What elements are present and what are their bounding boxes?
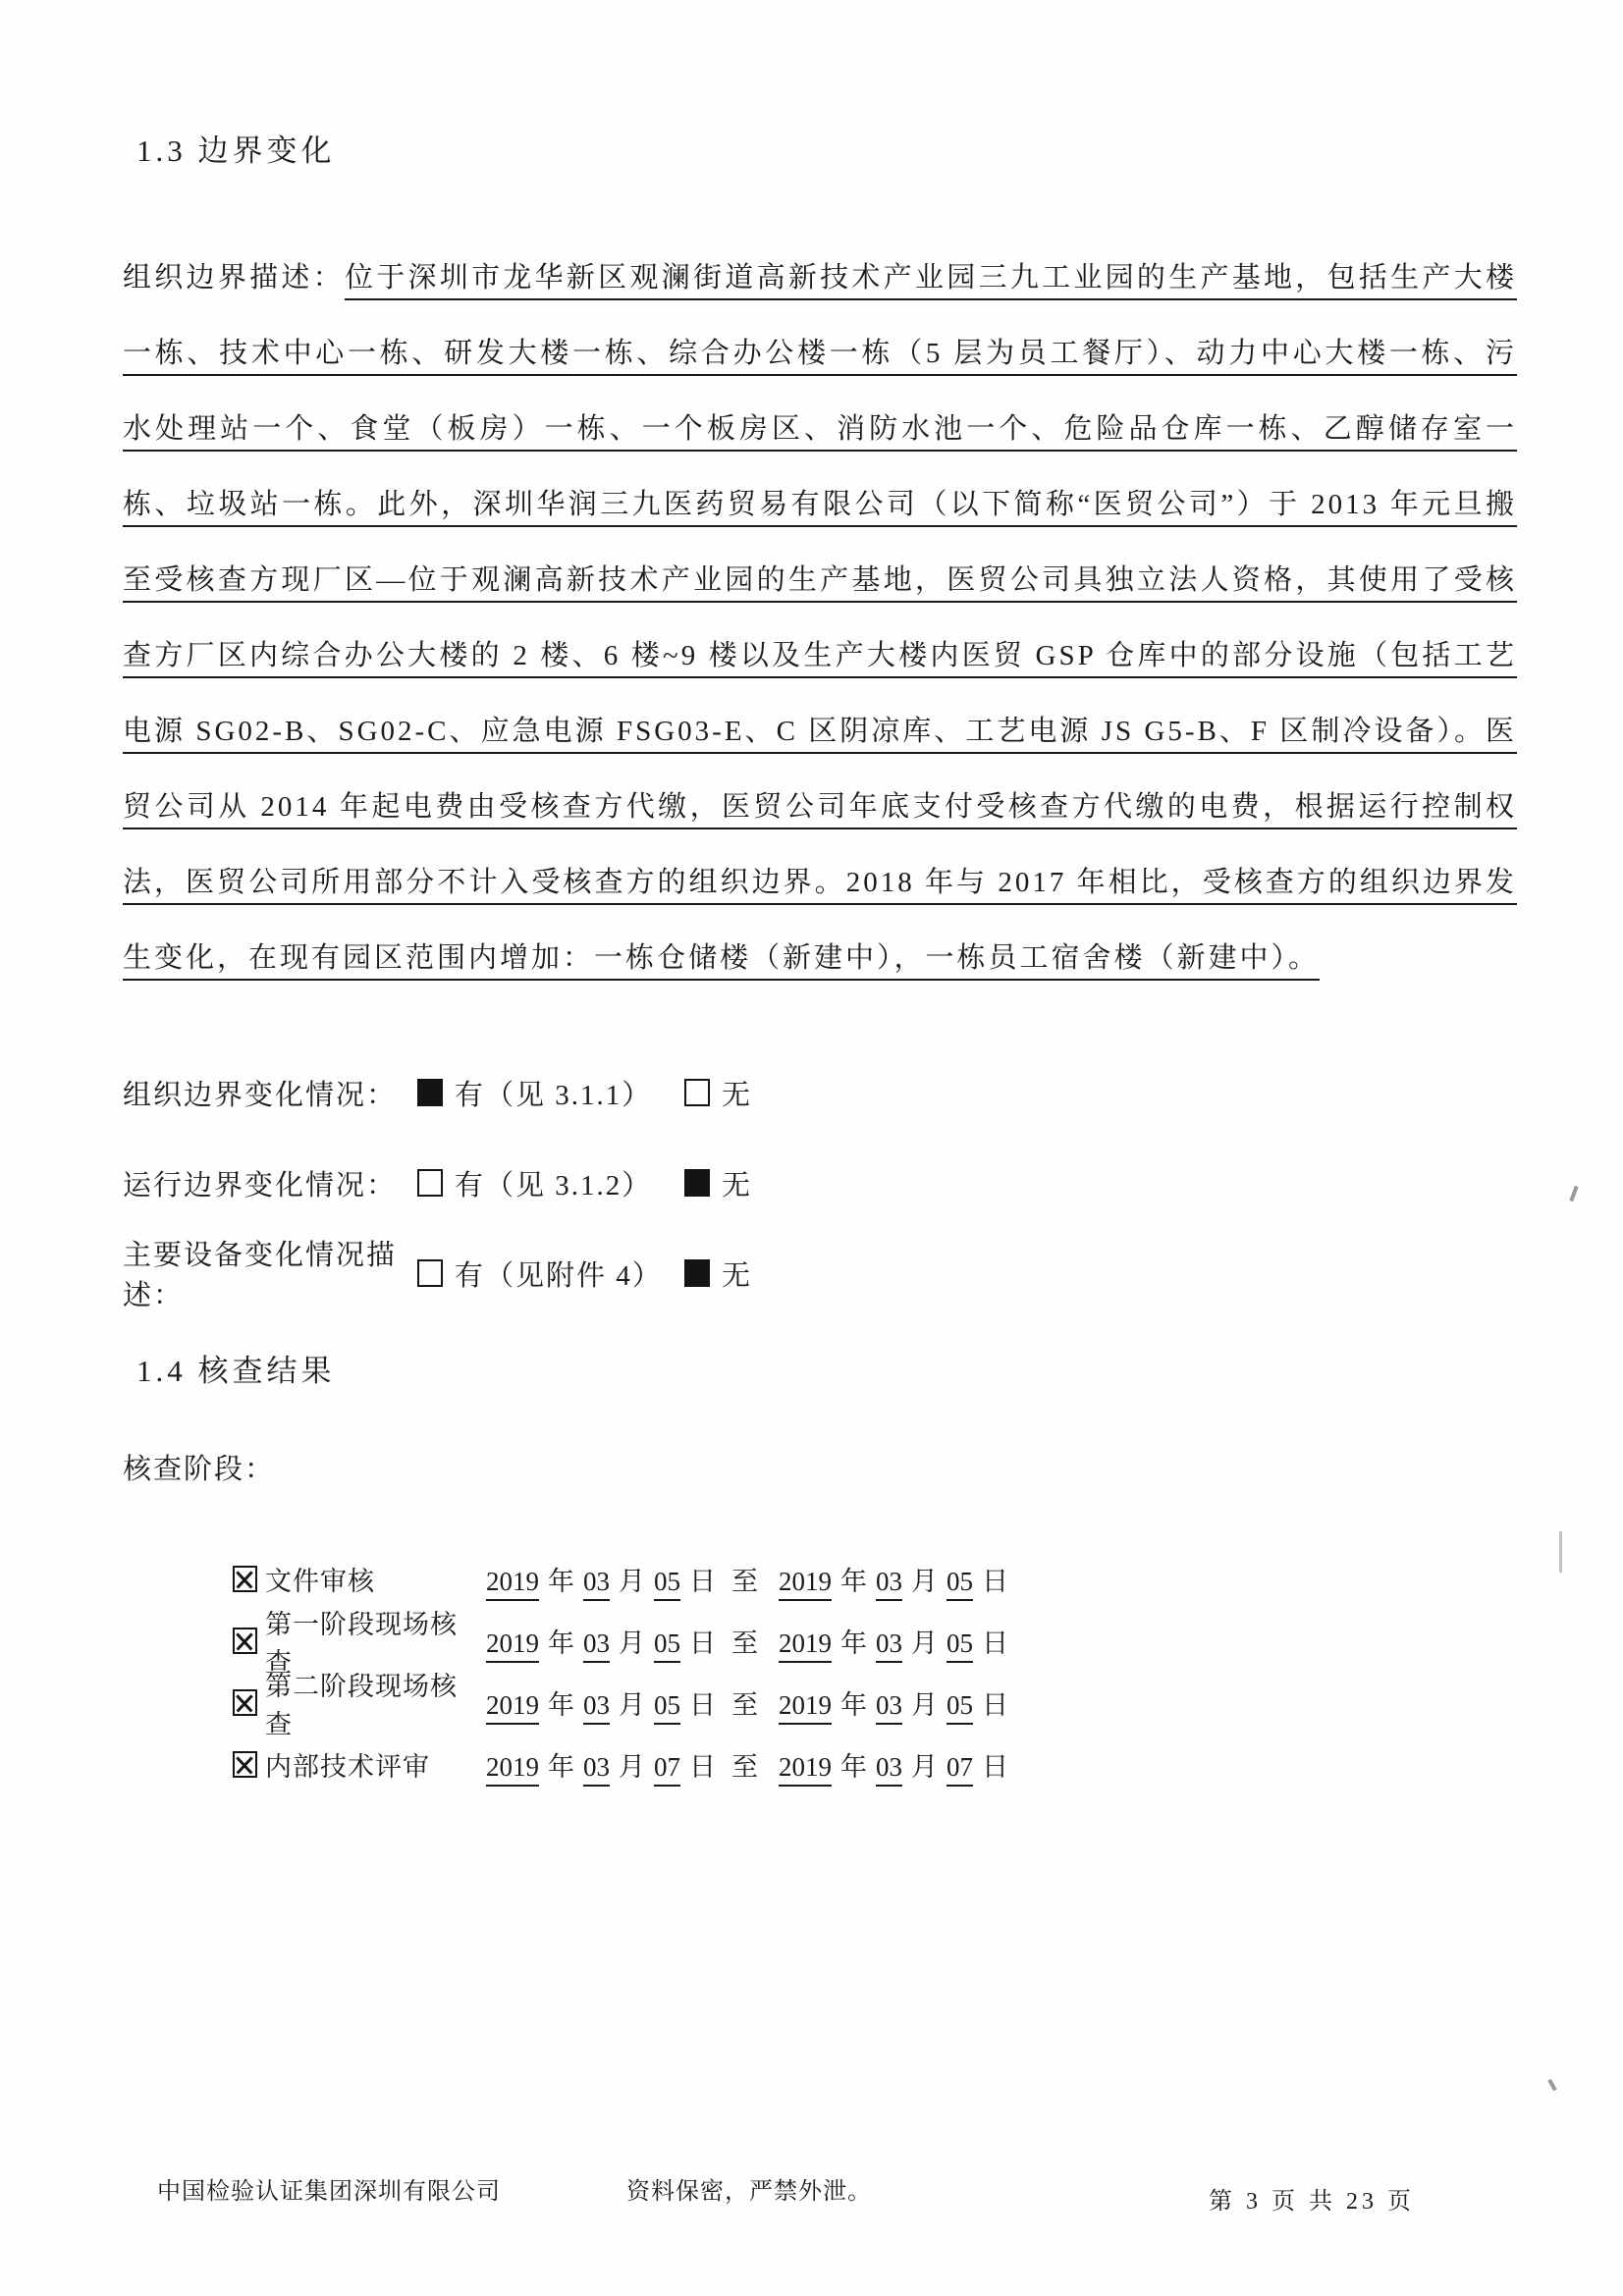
year-unit: 年 xyxy=(840,1567,867,1596)
start-month-value: 03 xyxy=(583,1752,610,1782)
change-row-main-equipment xyxy=(123,1228,1517,1318)
stage-name: 第二阶段现场核查 xyxy=(265,1671,458,1739)
stage-date-range xyxy=(479,1683,1010,1722)
month-unit: 月 xyxy=(619,1629,645,1658)
end-month-value: 03 xyxy=(876,1690,902,1720)
end-day-value: 05 xyxy=(947,1690,973,1720)
yes-option-label: 有（见 3.1.2） xyxy=(455,1169,653,1201)
day-unit: 日 xyxy=(982,1690,1008,1720)
month-unit: 月 xyxy=(619,1752,645,1782)
change-row-label: 运行边界变化情况： xyxy=(123,1169,398,1201)
stage-date-range xyxy=(479,1622,1010,1660)
change-row-yes-option xyxy=(417,1163,684,1203)
no-option-label: 无 xyxy=(722,1169,753,1201)
year-unit: 年 xyxy=(840,1752,867,1782)
page-footer xyxy=(0,2171,1623,2215)
date-separator: 至 xyxy=(731,1690,758,1720)
stage-name: 第一阶段现场核查 xyxy=(265,1609,458,1678)
end-day-value: 07 xyxy=(947,1752,973,1782)
day-unit: 日 xyxy=(982,1752,1008,1782)
year-unit: 年 xyxy=(548,1567,574,1596)
checked-checkbox-icon[interactable] xyxy=(233,1566,257,1592)
month-unit: 月 xyxy=(911,1629,938,1658)
start-year-value: 2019 xyxy=(486,1567,539,1596)
date-separator: 至 xyxy=(731,1567,758,1596)
year-unit: 年 xyxy=(548,1752,574,1782)
stage-name: 内部技术评审 xyxy=(265,1752,430,1782)
month-unit: 月 xyxy=(911,1567,938,1596)
yes-checkbox-icon[interactable] xyxy=(417,1259,443,1287)
stage-row-internal-technical-review xyxy=(233,1734,1517,1795)
section-heading-1-4: 1.4 核查结果 xyxy=(136,1354,336,1388)
checked-checkbox-icon[interactable] xyxy=(233,1689,257,1716)
change-row-label: 主要设备变化情况描述： xyxy=(123,1240,398,1311)
change-row-organization-boundary xyxy=(123,1047,1517,1138)
end-year-value: 2019 xyxy=(779,1690,832,1720)
year-unit: 年 xyxy=(548,1629,574,1658)
scan-artifact xyxy=(1559,1531,1562,1573)
start-year-value: 2019 xyxy=(486,1752,539,1782)
start-day-value: 05 xyxy=(654,1690,680,1720)
footer-confidentiality-notice: 资料保密，严禁外泄。 xyxy=(626,2179,872,2205)
end-month-value: 03 xyxy=(876,1567,902,1596)
day-unit: 日 xyxy=(982,1629,1008,1658)
footer-page-number: 第 3 页 共 23 页 xyxy=(1209,2189,1415,2215)
end-month-value: 03 xyxy=(876,1752,902,1782)
start-month-value: 03 xyxy=(583,1629,610,1658)
start-day-value: 05 xyxy=(654,1629,680,1658)
no-checkbox-icon[interactable] xyxy=(684,1259,710,1287)
no-checkbox-icon[interactable] xyxy=(684,1169,710,1197)
end-year-value: 2019 xyxy=(779,1752,832,1782)
change-row-yes-option xyxy=(417,1254,684,1294)
change-row-operation-boundary xyxy=(123,1138,1517,1228)
yes-option-label: 有（见 3.1.1） xyxy=(455,1079,653,1111)
yes-option-label: 有（见附件 4） xyxy=(455,1259,663,1292)
change-row-yes-option xyxy=(417,1073,684,1113)
month-unit: 月 xyxy=(619,1567,645,1596)
date-separator: 至 xyxy=(731,1752,758,1782)
yes-checkbox-icon[interactable] xyxy=(417,1169,443,1197)
scan-artifact xyxy=(1547,2079,1556,2091)
verification-phase-label: 核查阶段： xyxy=(123,1454,276,1485)
day-unit: 日 xyxy=(689,1567,716,1596)
year-unit: 年 xyxy=(840,1690,867,1720)
date-separator: 至 xyxy=(731,1629,758,1658)
yes-checkbox-icon[interactable] xyxy=(417,1079,443,1106)
day-unit: 日 xyxy=(689,1690,716,1720)
change-row-no-option xyxy=(684,1163,752,1203)
footer-company-name: 中国检验认证集团深圳有限公司 xyxy=(157,2179,501,2205)
stage-row-document-review xyxy=(233,1548,1517,1610)
change-row-no-option xyxy=(684,1073,752,1113)
checked-checkbox-icon[interactable] xyxy=(233,1751,257,1778)
stage-row-first-onsite-verification xyxy=(233,1609,1517,1678)
day-unit: 日 xyxy=(689,1629,716,1658)
checked-checkbox-icon[interactable] xyxy=(233,1628,257,1654)
start-month-value: 03 xyxy=(583,1690,610,1720)
verification-stage-list xyxy=(233,1548,1517,1795)
organization-boundary-paragraph xyxy=(123,240,1517,996)
start-day-value: 07 xyxy=(654,1752,680,1782)
boundary-description-label: 组织边界描述： xyxy=(123,262,345,294)
boundary-description-text: 位于深圳市龙华新区观澜街道高新技术产业园三九工业园的生产基地，包括生产大楼一栋、技术中心一栋、研发大楼一栋、综合办公楼一栋（5 层为员工餐厅）、动力中心大楼一栋、污水处理站一个、食堂（板房）一栋、一个板房区、消防水池一个、危险品仓库一栋、乙醇储存室一栋、垃圾站一栋。此外，深圳华润三九医药贸易有限公司（以下简称“医贸公司”）于 2013 年元旦搬至受核查方现厂区—位于观澜高新技术产业园的生产基地，医贸公司具独立法人资格，其使用了受核查方厂区内综合办公大楼的 2 楼、6 楼~9 楼以及生产大楼内医贸 GSP 仓库中的部分设施（包括工艺电源 SG02-B、SG02-C、应急电源 FSG03-E、C 区阴凉库、工艺电源 JS G5-B、F 区制冷设备）。医贸公司从 2014 年起电费由受核查方代缴，医贸公司年底支付受核查方代缴的电费，根据运行控制权法，医贸公司所用部分不计入受核查方的组织边界。2018 年与 2017 年相比，受核查方的组织边界发生变化，在现有园区范围内增加：一栋仓储楼（新建中），一栋员工宿舍楼（新建中）。 xyxy=(123,262,1517,974)
no-option-label: 无 xyxy=(722,1259,753,1292)
year-unit: 年 xyxy=(840,1629,867,1658)
start-day-value: 05 xyxy=(654,1567,680,1596)
day-unit: 日 xyxy=(689,1752,716,1782)
start-year-value: 2019 xyxy=(486,1690,539,1720)
end-month-value: 03 xyxy=(876,1629,902,1658)
stage-name: 文件审核 xyxy=(265,1567,375,1596)
year-unit: 年 xyxy=(548,1690,574,1720)
month-unit: 月 xyxy=(911,1690,938,1720)
stage-date-range xyxy=(479,1560,1010,1598)
month-unit: 月 xyxy=(619,1690,645,1720)
end-day-value: 05 xyxy=(947,1629,973,1658)
boundary-change-rows xyxy=(123,1047,1517,1318)
no-option-label: 无 xyxy=(722,1079,753,1111)
end-year-value: 2019 xyxy=(779,1629,832,1658)
end-year-value: 2019 xyxy=(779,1567,832,1596)
start-month-value: 03 xyxy=(583,1567,610,1596)
stage-row-second-onsite-verification xyxy=(233,1671,1517,1739)
no-checkbox-icon[interactable] xyxy=(684,1079,710,1106)
change-row-no-option xyxy=(684,1254,752,1294)
start-year-value: 2019 xyxy=(486,1629,539,1658)
day-unit: 日 xyxy=(982,1567,1008,1596)
stage-date-range xyxy=(479,1745,1010,1784)
section-heading-1-3: 1.3 边界变化 xyxy=(136,133,336,168)
change-row-label: 组织边界变化情况： xyxy=(123,1079,398,1111)
end-day-value: 05 xyxy=(947,1567,973,1596)
month-unit: 月 xyxy=(911,1752,938,1782)
